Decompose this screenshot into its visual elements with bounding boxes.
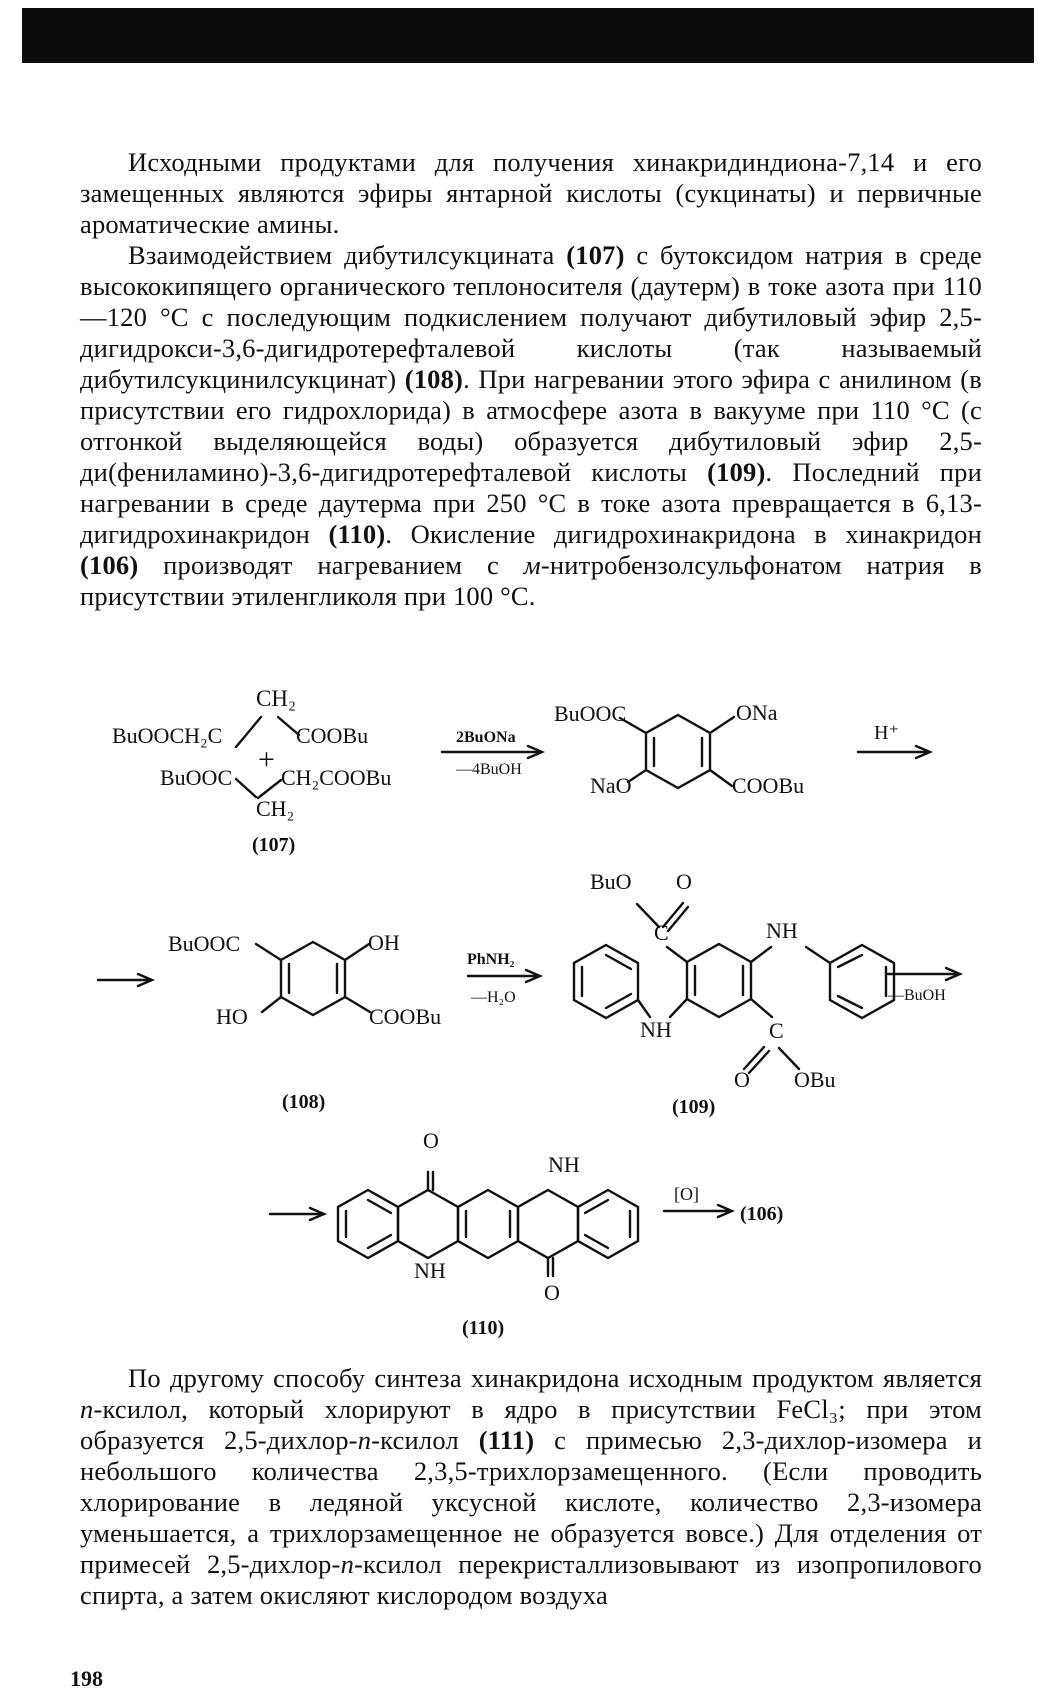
para-prefix-1: п: [80, 1394, 94, 1424]
compound-ref-106: (106): [80, 550, 139, 580]
label-106: (106): [740, 1203, 784, 1225]
succinate-left-bottom: BuOOC: [160, 765, 233, 790]
amine109-nh-right: NH: [766, 918, 798, 943]
compound-ref-111: (111): [478, 1425, 535, 1455]
ester109-buo: BuO: [590, 869, 632, 894]
salt-nao: NaO: [590, 773, 632, 798]
p2-text-5: . Окисление дигидрохинакридона в хинакридон: [385, 519, 982, 549]
p2-text-2: с бутоксидом натрия в среде высококипящего органического теплоносителя (даутерм) в токе азота при 110—120 °C с последующим подкислением получают дибутиловый эфир 2,5-дигидрокси-3,6-дигидротерефталевой кислоты (так называемый дибутилсукцинилсукцинат): [80, 240, 982, 394]
ch2-top-label: CH₂: [256, 686, 296, 711]
ester108-oh: OH: [368, 930, 400, 955]
reagent-minus-h2o: —H₂O: [471, 989, 516, 1006]
p2-text-7: -нитробензолсульфонатом натрия в присутствии этиленгликоля при 100 °C.: [80, 550, 982, 611]
p2-text-6: производят нагреванием с: [138, 550, 524, 580]
label-108: (108): [282, 1091, 326, 1113]
plus-sign: +: [258, 743, 275, 776]
salt-coobu: COOBu: [732, 773, 805, 798]
p3-text-4: с примесью 2,3-дихлор-изомера и небольшого количества 2,3,5-трихлорзамещенного. (Если проводить хлорирование в ледяной уксусной кислоте, количество 2,3-изомера уменьшается, а трихлорзамещенное не образуется вовсе.) Для отделения от примесей 2,5-дихлор-: [80, 1425, 982, 1579]
paragraph-intro-text: Исходными продуктами для получения хинакридиндиона-7,14 и его замещенных являются эфиры янтарной кислоты (сукцинаты) и первичные ароматические амины.: [80, 147, 982, 239]
meta-prefix: м: [523, 550, 541, 580]
p2-text-1: Взаимодействием дибутилсукцината: [128, 240, 567, 270]
ester108-coobu: COOBu: [369, 1004, 442, 1029]
succinate-right-top: COOBu: [296, 723, 369, 748]
quin110-o-bottom: O: [544, 1280, 560, 1305]
para-prefix-2: п: [357, 1425, 372, 1455]
amine109-nh-left: NH: [640, 1017, 672, 1042]
compound-ref-107: (107): [566, 240, 625, 270]
acid-label: H⁺: [874, 722, 899, 744]
ester109-c-top: C: [654, 920, 669, 945]
paragraph-alternative: [80, 1363, 982, 1611]
quin110-nh-bottom: NH: [414, 1258, 446, 1283]
ester109-o-bottom: O: [734, 1067, 750, 1092]
page-number: 198: [70, 1666, 103, 1691]
p3-text-5: -ксилол перекристаллизовывают из изопропилового спирта, а затем окисляют кислородом воздуха: [80, 1549, 983, 1610]
reagent-phnh2: PhNH₂: [467, 951, 515, 968]
quin110-o-top: O: [423, 1128, 439, 1153]
ester109-obu: OBu: [794, 1067, 836, 1092]
p2-text-4: . Последний при нагревании в среде даутерма при 250 °C в токе азота превращается в 6,13-дигидрохинакридон: [80, 457, 983, 549]
salt-buooc: BuOOC: [554, 701, 627, 726]
quin110-nh-top: NH: [548, 1152, 580, 1177]
ester108-ho: HO: [216, 1004, 248, 1029]
ester109-o-top: O: [676, 869, 692, 894]
p2-text-3: . При нагревании этого эфира с анилином (в присутствии его гидрохлорида) в атмосфере азота в вакууме при 110 °C (с отгонкой выделяющейся воды) образуется дибутиловый эфир 2,5-ди(фениламино)-3,6-дигидротерефталевой кислоты: [80, 364, 982, 487]
compound-ref-109: (109): [707, 457, 766, 487]
salt-ona: ONa: [736, 700, 778, 725]
scheme-bonds: [98, 715, 960, 1276]
ester108-buooc: BuOOC: [168, 931, 241, 956]
ch2-bottom-label: CH₂: [256, 796, 295, 821]
compound-ref-108: (108): [404, 364, 464, 394]
p3-text-2: -ксилол, который хлорируют в ядро в присутствии FeCl₃; при этом образуется 2,5-дихлор-: [80, 1394, 982, 1455]
label-109: (109): [672, 1096, 716, 1118]
label-110: (110): [462, 1317, 505, 1339]
reagent-minus-buoh: —4BuOH: [456, 761, 522, 778]
label-107: (107): [252, 834, 296, 856]
succinate-left-top: BuOOCH₂C: [112, 723, 223, 748]
compound-ref-110: (110): [328, 519, 386, 549]
oxidant-label: [O]: [674, 1184, 699, 1204]
reagent-minus-buoh-2: —BuOH: [888, 987, 946, 1004]
para-prefix-3: п: [340, 1549, 355, 1579]
reagent-buona: 2BuONa: [456, 729, 516, 746]
p3-text-3: -ксилол: [371, 1425, 479, 1455]
succinate-right-bottom: CH₂COOBu: [281, 765, 392, 790]
p3-text-1: По другому способу синтеза хинакридона исходным продуктом является: [128, 1363, 982, 1393]
ester109-c-bottom: C: [769, 1018, 784, 1043]
